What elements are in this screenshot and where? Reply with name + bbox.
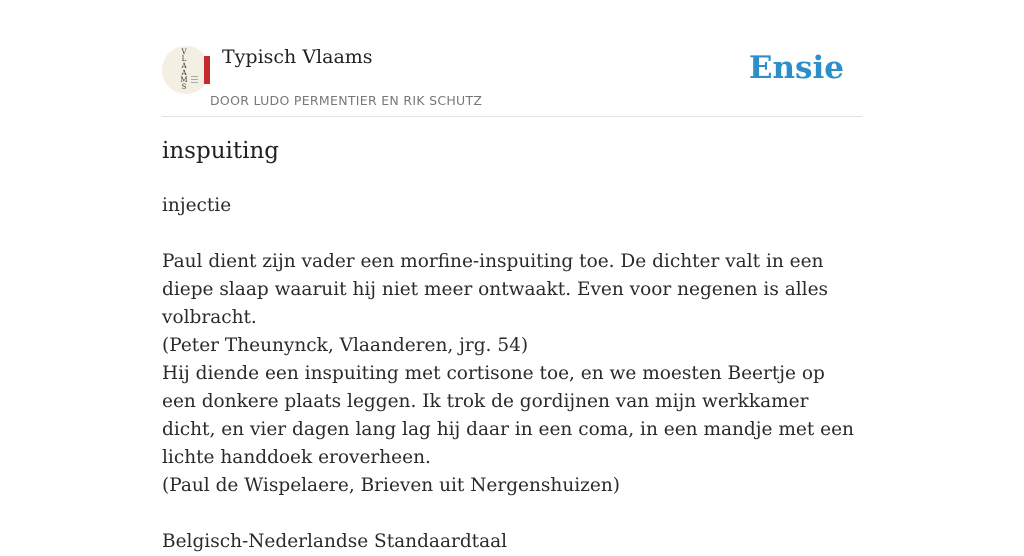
dictionary-author: DOOR LUDO PERMENTIER EN RIK SCHUTZ <box>210 93 483 108</box>
entry-term: inspuiting <box>162 138 279 164</box>
cover-stripe <box>204 56 210 84</box>
example-quote: Hij diende een inspuiting met cortisone toe, en we moesten Beertje op een donkere plaats leggen. Ik trok de gordijnen van mijn werkkamer dicht, en vier dagen lang lag hij daar in een coma, in een mandje met een lichte handdoek eroverheen. <box>162 363 854 468</box>
spacer <box>162 220 862 248</box>
ensie-logo-link[interactable]: Ensie <box>748 50 844 86</box>
entry-definition <box>162 192 862 556</box>
spacer <box>162 500 862 528</box>
example-source: (Paul de Wispelaere, Brieven uit Nergenshuizen) <box>162 475 620 496</box>
standard-language-label: Belgisch-Nederlandse Standaardtaal <box>162 531 508 552</box>
cover-decoration <box>191 76 198 77</box>
example-quote: Paul dient zijn vader een morfine-inspuiting toe. De dichter valt in een diepe slaap waaruit hij niet meer ontwaakt. Even voor negenen is alles volbracht. <box>162 251 829 328</box>
cover-decoration <box>191 79 198 80</box>
example-source: (Peter Theunynck, Vlaanderen, jrg. 54) <box>162 335 529 356</box>
entry-meaning: injectie <box>162 195 232 216</box>
cover-decoration <box>191 82 198 83</box>
dictionary-cover-image[interactable] <box>162 46 210 94</box>
dictionary-header <box>162 46 862 117</box>
cover-letters: V L A A M S <box>180 48 188 91</box>
dictionary-title-link[interactable]: Typisch Vlaams <box>222 46 373 68</box>
